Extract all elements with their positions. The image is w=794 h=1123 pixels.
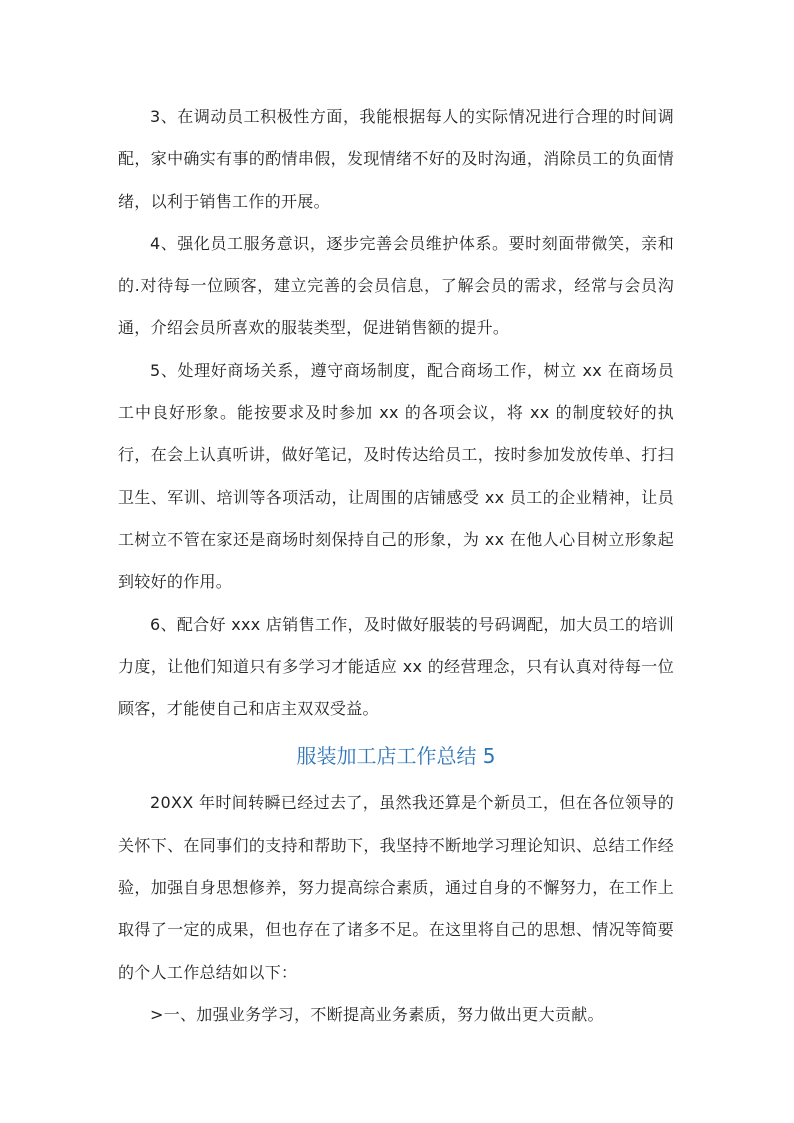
paragraph-item-5: 5、处理好商场关系，遵守商场制度，配合商场工作，树立 xx 在商场员工中良好形象。能按要求及时参加 xx 的各项会议，将 xx 的制度较好的执行，在会上认真听讲，做好笔记，及时传达给员工，按时参加发放传单、打扫卫生、军训、培训等各项活动，让周围的店铺感受 xx 员工的企业精神，让员工树立不管在家还是商场时刻保持自己的形象，为 xx 在他人心目树立形象起到较好的作用。 <box>118 360 674 592</box>
paragraph-item-6: 6、配合好 xxx 店销售工作，及时做好服装的号码调配，加大员工的培训力度，让他们知道只有多学习才能适应 xx 的经营理念，只有认真对待每一位顾客，才能使自己和店主双双受益。 <box>118 614 674 719</box>
section-heading: 服装加工店工作总结 5 <box>296 744 496 769</box>
document-page <box>118 96 674 1036</box>
paragraph-item-4: 4、强化员工服务意识，逐步完善会员维护体系。要时刻面带微笑，亲和的.对待每一位顾客，建立完善的会员信息，了解会员的需求，经常与会员沟通，介绍会员所喜欢的服装类型，促进销售额的提升。 <box>118 233 674 338</box>
paragraph-intro: 20XX 年时间转瞬已经过去了，虽然我还算是个新员工，但在各位领导的关怀下、在同事们的支持和帮助下，我坚持不断地学习理论知识、总结工作经验，加强自身思想修养，努力提高综合素质，通过自身的不懈努力，在工作上取得了一定的成果，但也存在了诸多不足。在这里将自己的思想、情况等简要的个人工作总结如以下： <box>118 793 674 982</box>
paragraph-item-3: 3、在调动员工积极性方面，我能根据每人的实际情况进行合理的时间调配，家中确实有事的酌情串假，发现情绪不好的及时沟通，消除员工的负面情绪，以利于销售工作的开展。 <box>118 107 674 211</box>
paragraph-point-1: >一、加强业务学习，不断提高业务素质，努力做出更大贡献。 <box>150 1004 604 1024</box>
